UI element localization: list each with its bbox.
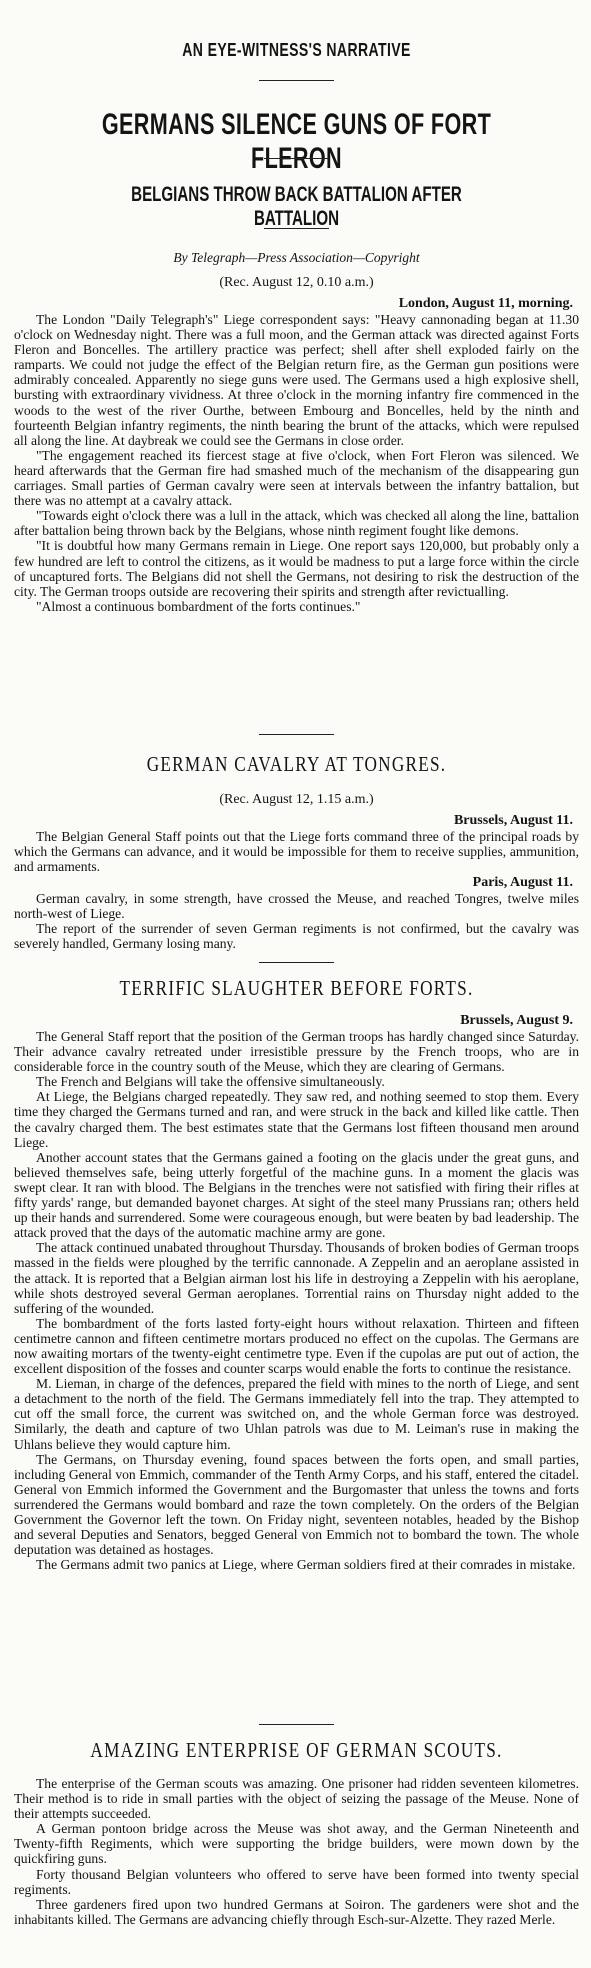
divider-rule <box>259 1724 334 1725</box>
paragraph: The bombardment of the forts lasted forty-eight hours without relaxation. Thirteen and fifteen centimetre cannon and fifteen centimetre mortars produced no effect on the cupolas. The Germans are now awaiting mortars of the twenty-eight centimetre type. Even if the cupolas are put out of action, the excellent disposition of the fosses and counter scarps would enable the forts to continue the resistance. <box>14 1315 579 1377</box>
paragraph: The French and Belgians will take the offensive simultaneously. <box>36 1074 385 1090</box>
paragraph: M. Lieman, in charge of the defences, prepared the field with mines to the north of Liege, and sent a detachment to the north of the field. The Germans immediately fell into the trap. They attempted to cut off the small force, the current was switched on, and the whole German force was destroyed. Similarly, the death and capture of two Uhlan patrols was due to M. Leiman's ruse in making the Uhlans believe they would capture him. <box>14 1376 579 1452</box>
divider-rule <box>264 158 329 159</box>
article-body <box>14 312 579 614</box>
paragraph: "It is doubtful how many Germans remain in Liege. One report says 120,000, but probably only a few hundred are left to control the citizens, as it would be madness to put a large force within the circle of uncaptured forts. The Belgians did not shell the Germans, not desiring to risk the destruction of the city. The German troops outside are recovering their spirits and strength after revictualling. <box>14 538 579 599</box>
paragraph: At Liege, the Belgians charged repeatedly. They saw red, and nothing seemed to stop them. Every time they charged the Germans turned and ran, and were struck in the back and killed like cattle. Then the cavalry charged them. The best estimates state that the Germans lost fifteen thousand men around Liege. <box>14 1089 579 1150</box>
byline: By Telegraph—Press Association—Copyright <box>173 250 420 265</box>
divider-rule <box>259 734 334 735</box>
paragraph: "The engagement reached its fiercest stage at five o'clock, when Fort Fleron was silenced. We heard afterwards that the German fire had smashed much of the mechanism of the disappearing gun carriages. Small parties of German cavalry were seen at intervals between the infantry battalion, but there was no attempt at a cavalry attack. <box>14 447 579 509</box>
dateline: (Rec. August 12, 0.10 a.m.) <box>219 275 374 290</box>
paragraph: The report of the surrender of seven German regiments is not confirmed, but the cavalry was severely handled, Germany losing many. <box>14 921 579 952</box>
paragraph: The Germans, on Thursday evening, found spaces between the forts open, and small parties, including General von Emmich, commander of the Tenth Army Corps, and his staff, entered the citadel. General von Emmich informed the Government and the Burgomaster that unless the towns and forts surrendered the Germans would bombard and raze the town completely. On the orders of the Belgian Government the Governor left the town. On Friday night, seventeen notables, headed by the Bishop and several Deputies and Senators, begged General von Emmich not to bombard the town. The whole deputation was detained as hostages. <box>14 1451 579 1558</box>
paragraph: The Belgian General Staff points out that the Liege forts command three of the principal roads by which the Germans can advance, and it would be impossible for them to receive supplies, ammunition, and armaments. <box>14 829 579 875</box>
divider-rule <box>259 962 334 963</box>
paragraph: Three gardeners fired upon two hundred Germans at Soiron. The gardeners were shot and the inhabitants killed. The Germans are advancing chiefly through Esch-sur-Alzette. They razed Merle. <box>14 1896 579 1927</box>
paragraph: The Germans admit two panics at Liege, where German soldiers fired at their comrades in mistake. <box>36 1557 576 1573</box>
paragraph: A German pontoon bridge across the Meuse was shot away, and the German Nineteenth and Twenty-fifth Regiments, which were supporting the bridge builders, were mown down by the quickfiring guns. <box>14 1821 579 1867</box>
paragraph: Another account states that the Germans gained a footing on the glacis under the great guns, and believed themselves safe, being utterly forgetful of the machine guns. In a moment the glacis was swept clear. It ran with blood. The Belgians in the trenches were not satisfied with firing their rifles at fifty yards' range, but demanded bayonet charges. At sight of the steel many Prussians ran; others held up their hands and surrendered. Some were courageous enough, but were beaten by bad leadership. The attack proved that the days of the automatic machine army are gone. <box>14 1149 579 1241</box>
dateline-place: London, August 11, morning. <box>398 296 573 311</box>
section-heading: AMAZING ENTERPRISE OF GERMAN SCOUTS. <box>90 1738 503 1762</box>
section-dateline: (Rec. August 12, 1.15 a.m.) <box>219 792 374 807</box>
section-body <box>14 1776 579 1927</box>
paragraph: "Towards eight o'clock there was a lull in the attack, which was checked all along the line, battalion after battalion being thrown back by the Belgians, whose ninth regiment fought like demons. <box>14 508 579 539</box>
paragraph: The London "Daily Telegraph's" Liege correspondent says: "Heavy cannonading began at 11.30 o'clock on Wednesday night. There was a full moon, and the German attack was directed against Forts Fleron and Boncelles. The artillery practice was perfect; shell after shell exploded fairly on the ramparts. We could not judge the effect of the Belgian return fire, as the German gun positions were admirably concealed. Apparently no siege guns were used. The Germans used a high explosive shell, bursting with extraordinary vividness. At three o'clock in the morning infantry fire commenced in the woods to the west of the river Ourthe, between Embourg and Boncelles, held by the ninth and fourteenth Belgian infantry regiments, the ninth bearing the brunt of the attacks, which were repulsed all along the line. At daybreak we could see the Germans in close order. <box>14 312 579 448</box>
paragraph: The enterprise of the German scouts was amazing. One prisoner had ridden seventeen kilometres. Their method is to ride in small parties with the object of seizing the passage of the Meuse. None of their attempts succeeded. <box>14 1776 579 1822</box>
paragraph: The General Staff report that the position of the German troops has hardly changed since Saturday. Their advance cavalry retreated under irresistible pressure by the French troops, who are in considerable force in the country south of the Meuse, which they are clearing of Germans. <box>14 1029 579 1075</box>
section-body <box>14 1029 579 1572</box>
section-body <box>14 891 579 951</box>
sub-headline: BELGIANS THROW BACK BATTALION AFTER BATTALION <box>131 183 462 230</box>
section-heading: TERRIFIC SLAUGHTER BEFORE FORTS. <box>119 976 474 1000</box>
main-headline: GERMANS SILENCE GUNS OF FORT FLERON <box>101 108 492 175</box>
paragraph: The attack continued unabated throughout Thursday. Thousands of broken bodies of German troops massed in the fields were ploughed by the terrific cannonade. A Zeppelin and an aeroplane assisted in the attack. It is reported that a Belgian airman lost his life in destroying a Zeppelin with his aeroplane, while shots destroyed several German aeroplanes. Torrential rains on Thursday night added to the suffering of the wounded. <box>14 1240 579 1316</box>
dateline-place: Paris, August 11. <box>472 875 573 890</box>
section-body <box>14 829 579 874</box>
kicker-headline: AN EYE-WITNESS'S NARRATIVE <box>182 40 411 60</box>
divider-rule <box>264 228 329 229</box>
paragraph: Forty thousand Belgian volunteers who offered to serve have been formed into twenty special regiments. <box>14 1866 579 1897</box>
paragraph: German cavalry, in some strength, have crossed the Meuse, and reached Tongres, twelve miles north-west of Liege. <box>14 891 579 922</box>
divider-rule <box>259 80 334 81</box>
dateline-place: Brussels, August 9. <box>460 1013 573 1028</box>
paragraph: "Almost a continuous bombardment of the forts continues." <box>36 598 361 614</box>
dateline-place: Brussels, August 11. <box>453 813 573 828</box>
section-heading: GERMAN CAVALRY AT TONGRES. <box>146 752 447 776</box>
